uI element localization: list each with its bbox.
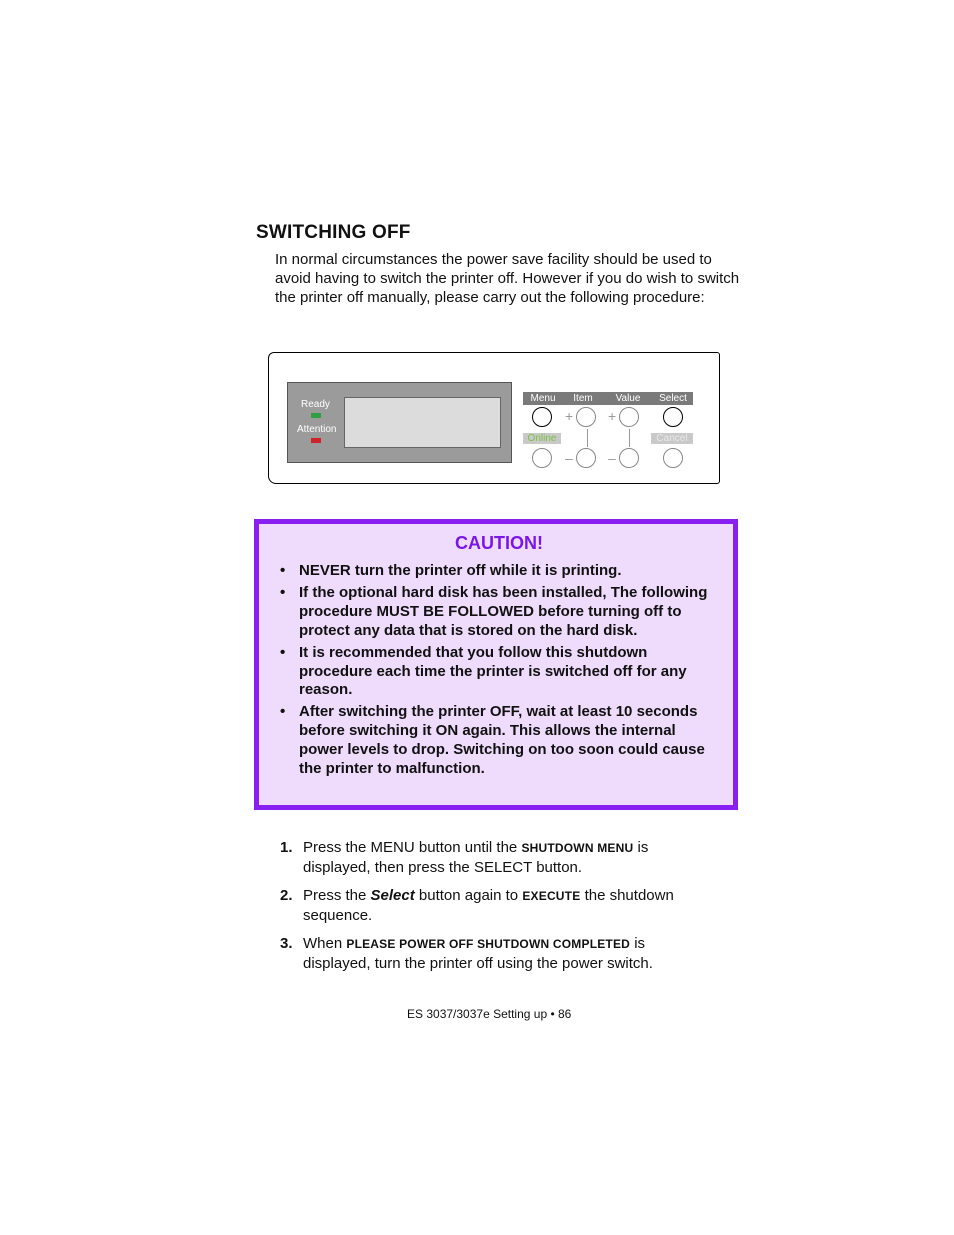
step-emphasis: Select xyxy=(370,887,415,904)
caution-item: • It is recommended that you follow this shutdown procedure each time the printer is switched off for any reason. xyxy=(279,644,719,700)
page-footer: ES 3037/3037e Setting up • 86 xyxy=(407,1007,572,1021)
step-item xyxy=(280,886,700,925)
cancel-label: Cancel xyxy=(651,433,693,444)
caution-box xyxy=(254,519,738,810)
item-plus-button[interactable] xyxy=(576,407,596,427)
control-panel-illustration xyxy=(268,352,720,484)
caution-item: • After switching the printer OFF, wait at least 10 seconds before switching it ON again. This allows the internal power levels to drop. Switching on too soon could cause the printer to malfunction. xyxy=(279,703,719,778)
select-label: Select xyxy=(653,392,693,405)
attention-label: Attention xyxy=(297,424,337,435)
value-plus-icon: + xyxy=(608,408,617,424)
lcd-screen xyxy=(344,397,501,448)
step-number: 2. xyxy=(280,887,293,904)
caution-list xyxy=(279,562,719,782)
item-label: Item xyxy=(563,392,603,405)
item-divider xyxy=(587,429,588,447)
step-number: 3. xyxy=(280,935,293,952)
step-code: EXECUTE xyxy=(522,889,581,903)
section-heading: SWITCHING OFF xyxy=(256,222,411,243)
menu-label: Menu xyxy=(523,392,563,405)
item-minus-icon: – xyxy=(565,450,573,466)
step-number: 1. xyxy=(280,839,293,856)
caution-title: CAUTION! xyxy=(455,533,543,553)
step-text: Press the xyxy=(303,887,371,904)
online-label: Online xyxy=(523,433,561,444)
step-code: PLEASE POWER OFF SHUTDOWN COMPLETED xyxy=(346,937,631,951)
menu-button[interactable] xyxy=(532,407,552,427)
attention-led-icon xyxy=(311,438,321,443)
step-code: SHUTDOWN MENU xyxy=(521,841,634,855)
item-plus-icon: + xyxy=(565,408,574,424)
select-button[interactable] xyxy=(663,407,683,427)
step-item xyxy=(280,838,700,877)
intro-paragraph: In normal circumstances the power save facility should be used to avoid having to switch the printer off. However if you do wish to switch the printer off manually, please carry out the following procedure: xyxy=(275,251,740,306)
step-text: the shutdown sequence. xyxy=(303,887,674,924)
value-plus-button[interactable] xyxy=(619,407,639,427)
ready-label: Ready xyxy=(301,399,330,410)
value-minus-icon: – xyxy=(608,450,616,466)
step-item xyxy=(280,934,700,973)
step-text: is displayed, turn the printer off using the power switch. xyxy=(303,935,653,972)
ready-led-icon xyxy=(311,413,321,418)
display-housing xyxy=(287,382,512,463)
item-minus-button[interactable] xyxy=(576,448,596,468)
value-minus-button[interactable] xyxy=(619,448,639,468)
online-button[interactable] xyxy=(532,448,552,468)
cancel-button[interactable] xyxy=(663,448,683,468)
step-text: is displayed, then press the SELECT button. xyxy=(303,839,649,876)
step-text: Press the MENU button until the xyxy=(303,839,522,856)
value-label: Value xyxy=(603,392,653,405)
step-text: When xyxy=(303,935,347,952)
value-divider xyxy=(629,429,630,447)
step-text: button again to xyxy=(414,887,523,904)
caution-item: • NEVER turn the printer off while it is printing. xyxy=(279,562,719,581)
procedure-steps xyxy=(280,838,700,982)
caution-item: • If the optional hard disk has been installed, The following procedure MUST BE FOLLOWED before turning off to protect any data that is stored on the hard disk. xyxy=(279,584,719,640)
